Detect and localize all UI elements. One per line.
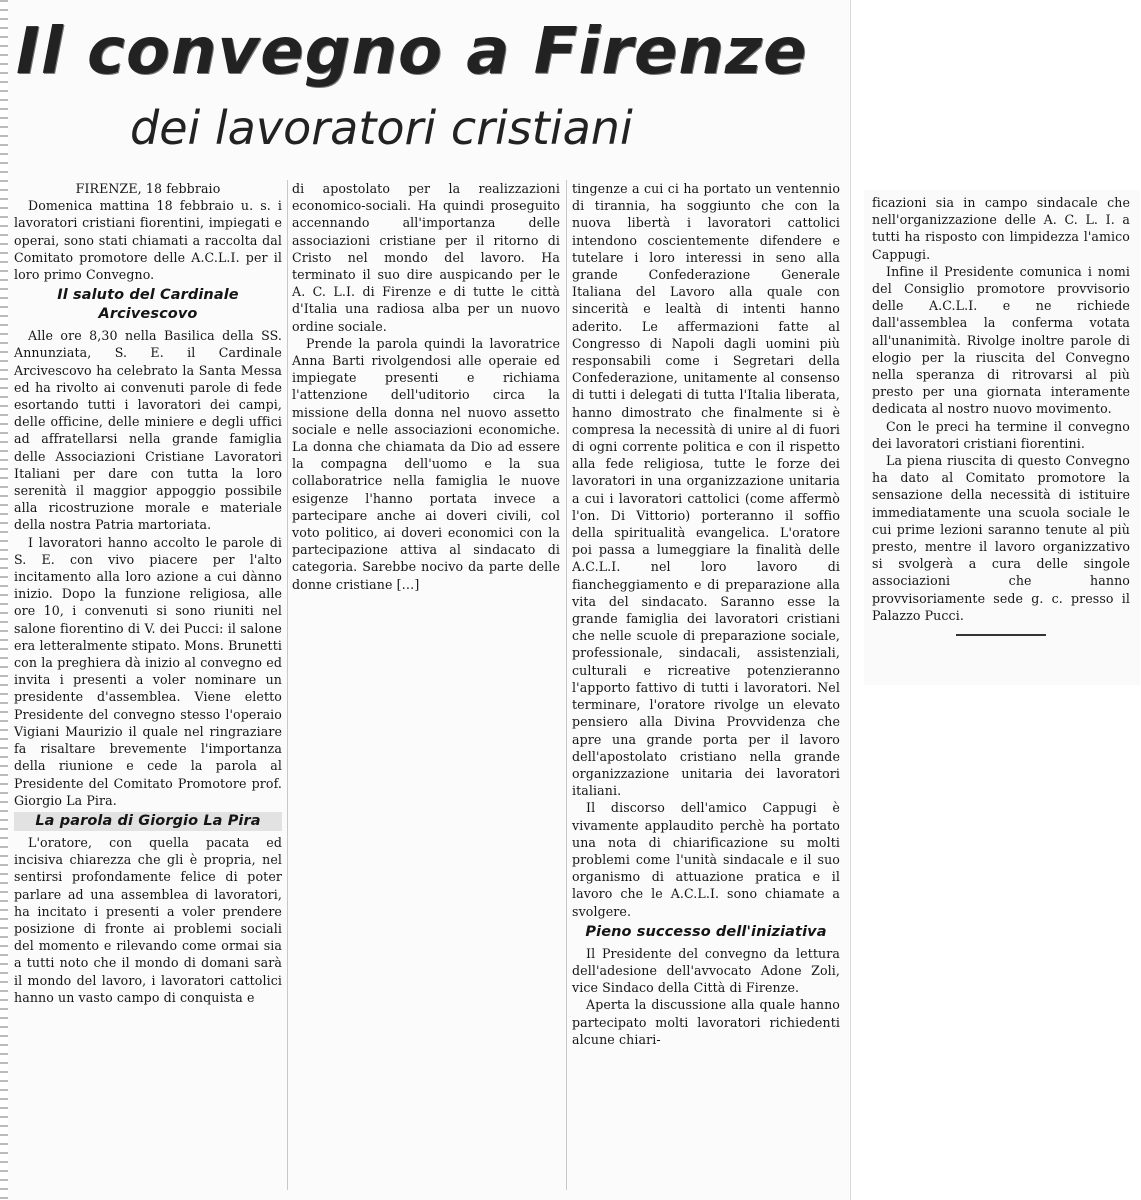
paragraph: Prende la parola quindi la lavoratrice Anna Barti rivolgendosi alle operaie ed impiegate presenti e richiama l'attenzione dell'uditorio circa la missione della donna nel nuovo assetto sociale e nelle associazioni economiche. La donna che chiamata da Dio ad essere la compagna dell'uomo e la sua collaboratrice nella famiglia le nuove esigenze l'hanno portata invece a partecipare anche ai doveri civili, col voto politico, ai doveri economici con la partecipazione attiva al sindacato di categoria. Sarebbe nocivo da parte delle donne cristiane […]	[292, 335, 560, 592]
paragraph: Alle ore 8,30 nella Basilica della SS. Annunziata, S. E. il Cardinale Arcivescovo ha celebrato la Santa Messa ed ha rivolto ai convenuti parole di fede esortando tutti i lavoratori dei campi, delle officine, delle miniere e degli uffici ad affratellarsi nella grande famiglia delle Associazioni Cristiane Lavoratori Italiani per dare con tutta la loro serenità il maggior appoggio possibile alla ricostruzione morale e materiale della nostra Patria martoriata.	[14, 328, 282, 533]
paragraph: L'oratore, con quella pacata ed incisiva chiarezza che gli è propria, nel sentirsi profondamente felice di poter parlare ad una assemblea di lavoratori, ha incitato i presenti a voler prendere posizione di fronte ai problemi sociali del momento e rilevando come ormai sia a tutti noto che il mondo di domani sarà il mondo del lavoro, i lavoratori cattolici hanno un vasto campo di conquista e	[14, 834, 282, 1005]
paragraph: ficazioni sia in campo sindacale che nell'organizzazione delle A. C. L. I. a tutti ha risposto con limpidezza l'amico Cappugi.	[872, 195, 1130, 262]
adjacent-column-edge	[0, 0, 8, 1200]
paragraph: di apostolato per la realizzazioni economico-sociali. Ha quindi proseguito accennando all'importanza delle associazioni cristiane per il ritorno di Cristo nel mondo del lavoro. Ha terminato il suo dire auspicando per le A. C. L.I. di Firenze e di tutte le città d'Italia una radiosa alba per un nuovo ordine sociale.	[292, 181, 560, 334]
paragraph: Il discorso dell'amico Cappugi è vivamente applaudito perchè ha portato una nota di chiarificazione su molti problemi come l'unità sindacale e il suo organismo di attuazione pratica e il lavoro che le A.C.L.I. sono chiamate a svolgere.	[572, 800, 840, 919]
article-column-4	[864, 190, 1138, 636]
article-column-1	[14, 180, 282, 1006]
paragraph: Infine il Presidente comunica i nomi del Consiglio promotore provvisorio delle A.C.L.I. e ne richiede dall'assemblea la conferma votata all'unanimità. Rivolge inoltre parole di elogio per la riuscita del Convegno nella speranza di ritrovarsi al più presto per una giornata interamente dedicata al nostro nuovo movimento.	[872, 263, 1130, 417]
subheading-successo: Pieno successo dell'iniziativa	[585, 923, 827, 940]
paragraph: Aperta la discussione alla quale hanno partecipato molti lavoratori richiedenti alcune chiari-	[572, 997, 840, 1047]
paragraph: La piena riuscita di questo Convegno ha dato al Comitato promotore la sensazione della necessità di istituire immediatamente una scuola sociale le cui prime lezioni saranno tenute al più presto, mentre il lavoro organizzativo si svolgerà a cura delle singole associazioni che hanno provvisoriamente sede g. c. presso il Palazzo Pucci.	[872, 453, 1130, 623]
paragraph: Il Presidente del convegno da lettura dell'adesione dell'avvocato Adone Zoli, vice Sindaco della Città di Firenze.	[572, 945, 840, 996]
paragraph: tingenze a cui ci ha portato un ventennio di tirannia, ha soggiunto che con la nuova libertà i lavoratori cattolici intendono coscientemente difendere e tutelare i loro interessi in seno alla grande Confederazione Generale Italiana del Lavoro alla quale con sincerità e lealtà di intenti hanno aderito. Le affermazioni fatte al Congresso di Napoli dagli uomini più responsabili come i Segretari della Confederazione, unitamente al consenso di tutti i delegati di tutta l'Italia liberata, hanno dimostrato che finalmente si è compresa la necessità di unire al di fuori di ogni corrente politica e con il rispetto alla fede religiosa, tutte le forze dei lavoratori in una organizzazione unitaria a cui i lavoratori cattolici (come affermò l'on. Di Vittorio) porteranno il soffio della spiritualità evangelica. L'oratore poi passa a lumeggiare la finalità delle A.C.L.I. nel loro lavoro di fiancheggiamento e di preparazione alla vita del sindacato. Saranno esse la grande famiglia dei lavoratori cristiani che nelle scuole di preparazione sociale, professionale, sindacali, assistenziali, culturali e ricreative potenzieranno l'apporto fattivo di tutti i lavoratori. Nel terminare, l'oratore rivolge un elevato pensiero alla Divina Provvidenza che apre una grande porta per il lavoro dell'apostolato cristiano nella grande organizzazione unitaria dei lavoratori italiani.	[572, 181, 840, 799]
dateline: FIRENZE, 18 febbraio	[75, 181, 221, 196]
subheading-cardinale: Il saluto del Cardinale Arcivescovo	[57, 287, 239, 323]
subheading-la-pira: La parola di Giorgio La Pira	[14, 812, 282, 831]
column-rule	[566, 180, 567, 1190]
paragraph: Domenica mattina 18 febbraio u. s. i lavoratori cristiani fiorentini, impiegati e operai, sono stati chiamati a raccolta dal Comitato promotore delle A.C.L.I. per il loro primo Convegno.	[14, 198, 282, 283]
headline-line-2: dei lavoratori cristiani	[130, 101, 633, 155]
article-column-2	[292, 180, 560, 593]
paragraph: Con le preci ha termine il convegno dei lavoratori cristiani fiorentini.	[872, 418, 1130, 451]
paragraph: I lavoratori hanno accolto le parole di S. E. con vivo piacere per l'alto incitamento alla loro azione a cui dànno inizio. Dopo la funzione religiosa, alle ore 10, i convenuti si sono riuniti nel salone fiorentino di V. dei Pucci: il salone era letteralmente stipato. Mons. Brunetti con la preghiera dà inizio al convegno ed invita i presenti a voler nominare un presidente d'assemblea. Viene eletto Presidente del convegno stesso l'operaio Vigiani Maurizio il quale nel ringraziare fa risaltare brevemente l'importanza della riunione e cede la parola al Presidente del Comitato Promotore prof. Giorgio La Pira.	[14, 534, 282, 808]
column-rule	[287, 180, 288, 1190]
headline-line-1: Il convegno a Firenze	[16, 15, 808, 89]
article-column-3	[572, 180, 840, 1048]
article-continuation-clipping	[864, 190, 1140, 685]
end-rule	[956, 634, 1046, 636]
